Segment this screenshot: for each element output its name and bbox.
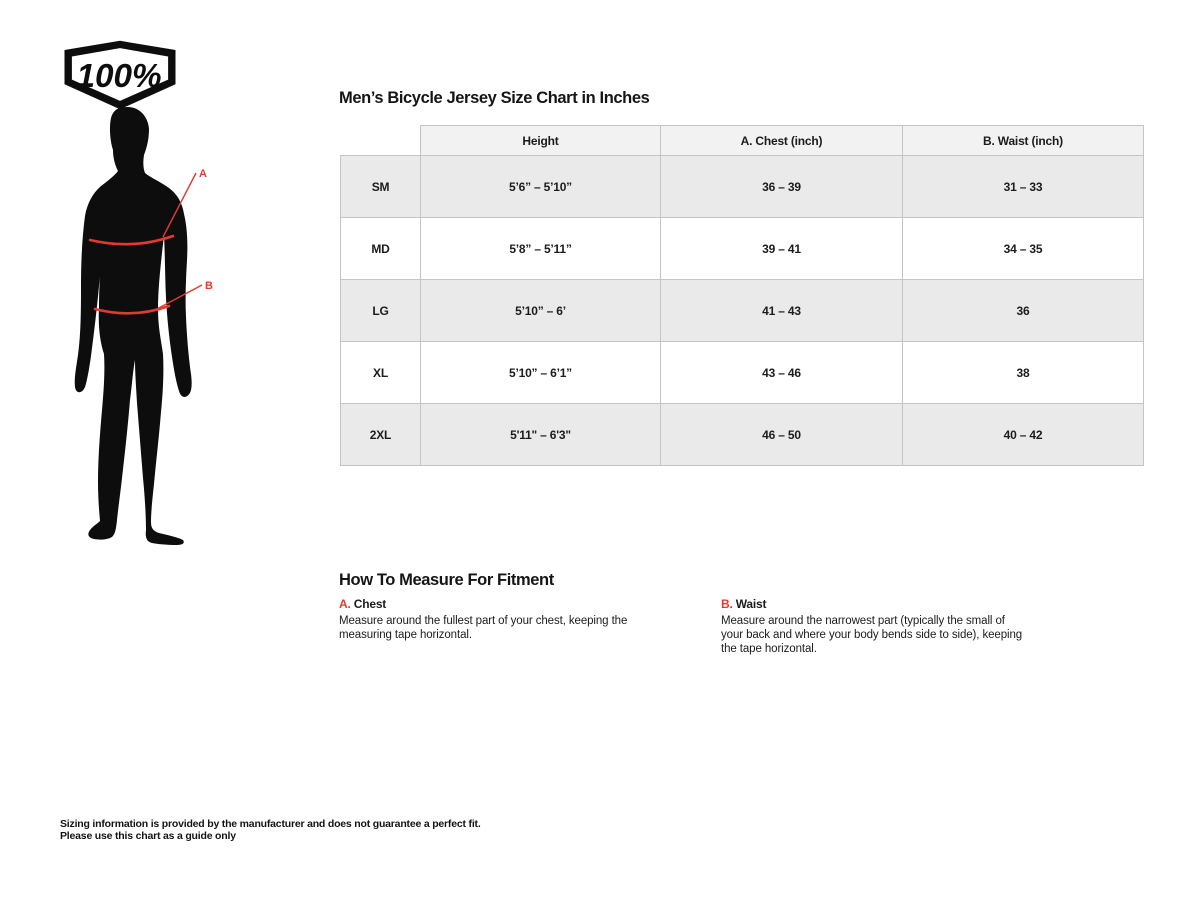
height-value: 5'11" – 6'3" xyxy=(421,404,661,466)
measure-chest-name: Chest xyxy=(353,597,387,611)
table-row-2xl xyxy=(341,404,1144,466)
measure-chest-letter: A. xyxy=(339,597,351,611)
column-header-chest: A. Chest (inch) xyxy=(661,126,903,156)
table-row-lg xyxy=(341,280,1144,342)
waist-value: 34 – 35 xyxy=(903,218,1144,280)
measure-waist-name: Waist xyxy=(735,597,767,611)
body-silhouette xyxy=(75,107,192,545)
measure-waist-title xyxy=(721,597,1026,611)
column-header-waist: B. Waist (inch) xyxy=(903,126,1144,156)
measure-waist-description: Measure around the narrowest part (typically the small of your back and where your body bends side to side), keeping the tape horizontal. xyxy=(721,615,1023,655)
table-row-md xyxy=(341,218,1144,280)
table-corner-blank xyxy=(341,126,421,156)
waist-marker-label: B xyxy=(205,280,213,292)
table-row-sm xyxy=(341,156,1144,218)
disclaimer-line-1: Sizing information is provided by the manufacturer and does not guarantee a perfect fit. xyxy=(60,818,481,830)
height-value: 5’10” – 6’1” xyxy=(421,342,661,404)
chest-value: 46 – 50 xyxy=(661,404,903,466)
chest-marker-label: A xyxy=(199,168,207,180)
column-header-height: Height xyxy=(421,126,661,156)
chest-value: 43 – 46 xyxy=(661,342,903,404)
measure-chest-description: Measure around the fullest part of your chest, keeping the measuring tape horizontal. xyxy=(339,615,628,641)
chest-value: 41 – 43 xyxy=(661,280,903,342)
page-title: Men’s Bicycle Jersey Size Chart in Inches xyxy=(339,89,650,107)
size-label: 2XL xyxy=(341,404,421,466)
size-label: XL xyxy=(341,342,421,404)
waist-value: 36 xyxy=(903,280,1144,342)
size-label: MD xyxy=(341,218,421,280)
chest-value: 36 – 39 xyxy=(661,156,903,218)
measure-instruction-waist xyxy=(721,597,1026,656)
height-value: 5’8” – 5’11” xyxy=(421,218,661,280)
size-label: SM xyxy=(341,156,421,218)
waist-value: 38 xyxy=(903,342,1144,404)
disclaimer xyxy=(60,818,481,842)
table-row-xl xyxy=(341,342,1144,404)
measure-waist-letter: B. xyxy=(721,597,733,611)
waist-value: 40 – 42 xyxy=(903,404,1144,466)
body-measurement-figure xyxy=(55,100,215,550)
how-to-measure-heading: How To Measure For Fitment xyxy=(339,571,554,589)
chest-value: 39 – 41 xyxy=(661,218,903,280)
size-chart-table xyxy=(340,125,1144,466)
disclaimer-line-2: Please use this chart as a guide only xyxy=(60,830,236,842)
measure-instruction-chest xyxy=(339,597,644,642)
height-value: 5’10” – 6’ xyxy=(421,280,661,342)
height-value: 5’6” – 5’10” xyxy=(421,156,661,218)
logo-text: 100% xyxy=(76,58,162,96)
waist-value: 31 – 33 xyxy=(903,156,1144,218)
table-header-row xyxy=(341,126,1144,156)
measure-chest-title xyxy=(339,597,644,611)
size-label: LG xyxy=(341,280,421,342)
